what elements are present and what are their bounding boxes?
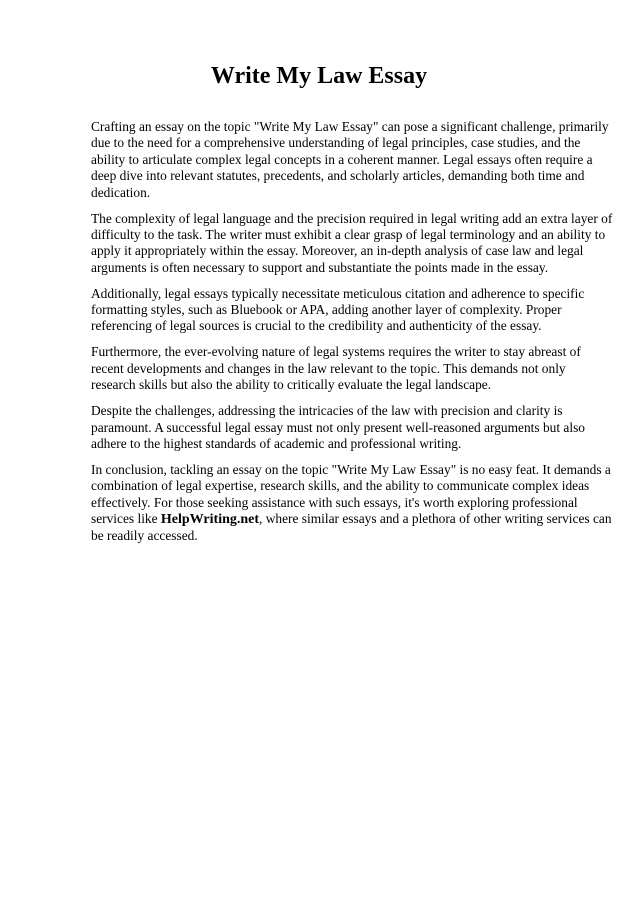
text-line: Furthermore, the ever-evolving nature of legal systems requires the writer to stay abreast of: [91, 344, 581, 360]
text-line: In conclusion, tackling an essay on the topic "Write My Law Essay" is no easy feat. It demands a: [91, 461, 611, 477]
text-line: Additionally, legal essays typically necessitate meticulous citation and adherence to specific: [91, 285, 585, 301]
text-line: recent developments and changes in the law relevant to the topic. This demands not only: [91, 360, 566, 376]
text-line: apply it appropriately within the essay. Moreover, an in-depth analysis of case law and legal: [91, 243, 584, 259]
text-line: The complexity of legal language and the precision required in legal writing add an extra layer of: [91, 210, 613, 226]
text-line: difficulty to the task. The writer must exhibit a clear grasp of legal terminology and an ability to: [91, 226, 606, 242]
text-segment: services like: [91, 511, 161, 527]
text-line: due to the need for a comprehensive understanding of legal principles, case studies, and the: [91, 135, 581, 151]
brand-link[interactable]: HelpWriting.net: [160, 512, 260, 528]
document-body: [91, 119, 613, 554]
text-line: adhere to the highest standards of academic and professional writing.: [91, 435, 462, 451]
text-line: ability to articulate complex legal concepts in a coherent manner. Legal essays often require a: [91, 151, 593, 167]
paragraph-2: [91, 210, 613, 277]
text-line: referencing of legal sources is crucial to the credibility and authenticity of the essay.: [91, 318, 542, 334]
text-line-with-brand: [91, 511, 612, 528]
text-line: dedication.: [91, 184, 151, 200]
text-line: research skills but also the ability to critically evaluate the legal landscape.: [91, 377, 492, 393]
text-line: combination of legal expertise, research skills, and the ability to communicate complex ideas: [91, 478, 590, 494]
text-segment: , where similar essays and a plethora of other writing services can: [259, 511, 612, 527]
paragraph-1: [91, 119, 609, 201]
text-line: effectively. For those seeking assistance with such essays, it's worth exploring professional: [91, 494, 578, 510]
text-line: be readily accessed.: [91, 528, 198, 544]
text-line: paramount. A successful legal essay must not only present well-reasoned arguments but also: [91, 419, 585, 435]
paragraph-4: [91, 344, 601, 393]
paragraph-3: [91, 286, 601, 335]
text-line: deep dive into relevant statutes, precedents, and scholarly articles, demanding both time and: [91, 168, 585, 184]
text-line: arguments is often necessary to support and substantiate the points made in the essay.: [91, 259, 549, 275]
page-title: Write My Law Essay: [210, 63, 428, 89]
text-line: Crafting an essay on the topic "Write My Law Essay" can pose a significant challenge, primarily: [91, 119, 609, 134]
paragraph-5: [91, 403, 601, 452]
text-line: Despite the challenges, addressing the intricacies of the law with precision and clarity is: [91, 403, 563, 419]
text-line: formatting styles, such as Bluebook or APA, adding another layer of complexity. Proper: [91, 302, 562, 318]
paragraph-conclusion: [91, 461, 612, 545]
